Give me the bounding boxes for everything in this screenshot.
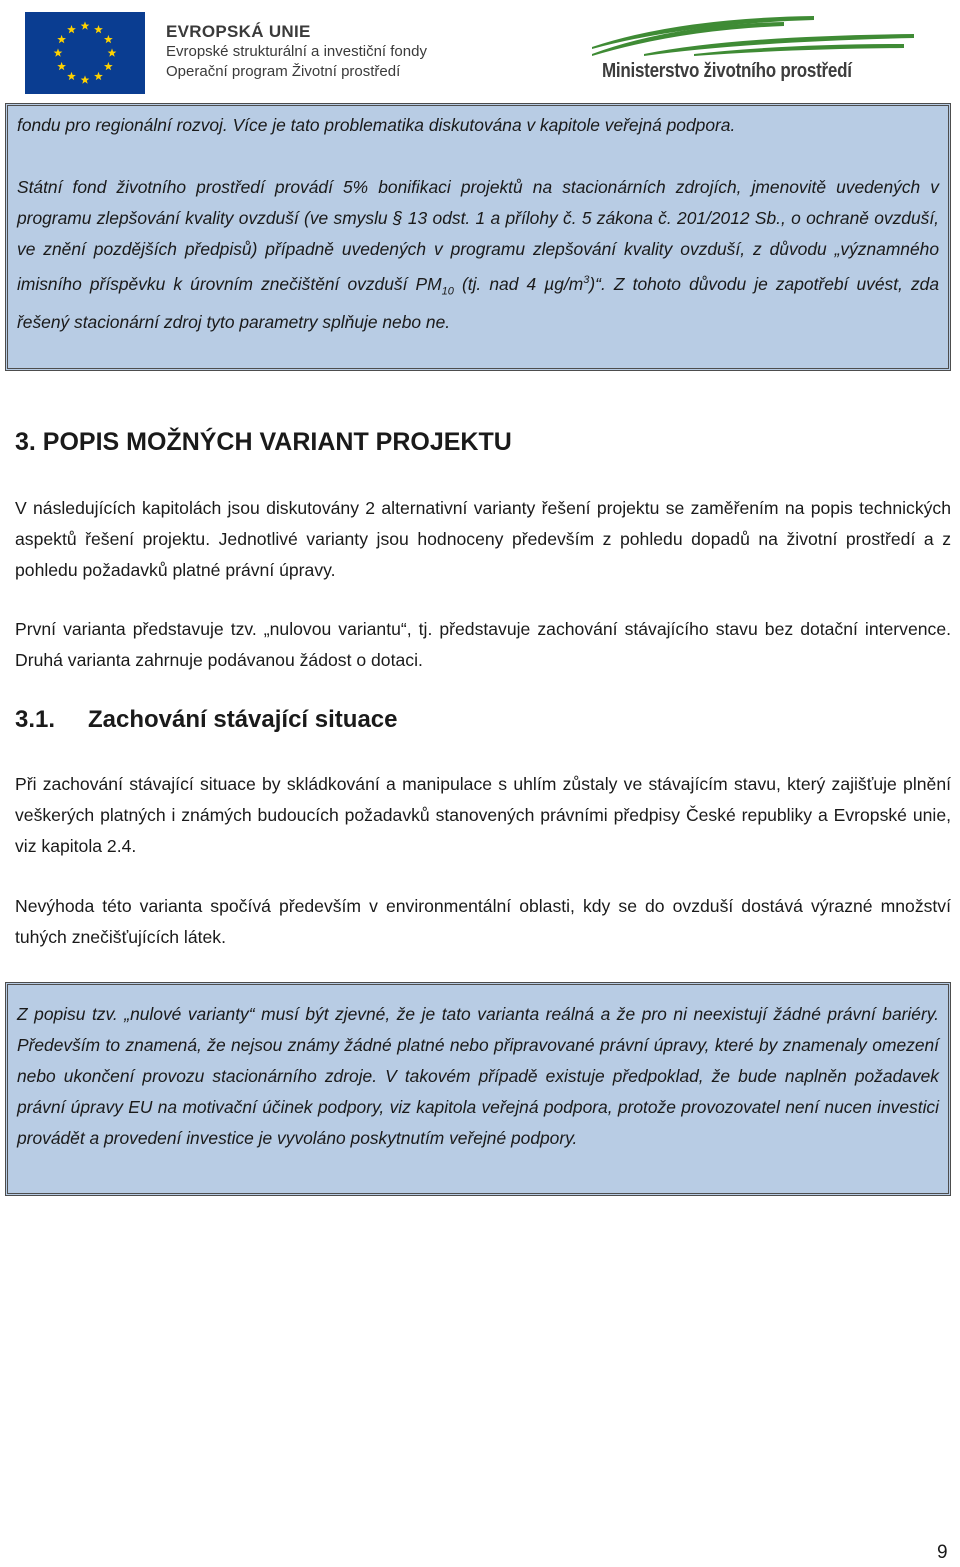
- section-3-1-heading: [15, 706, 397, 734]
- eu-logo-text: [166, 22, 427, 82]
- ministry-logo-icon: [584, 16, 914, 56]
- page-number: 9: [937, 1542, 948, 1563]
- box1-p2-text-c: )“. Z tohoto důvodu je zapotřebí uvést, zda řešený stacionární zdroj tyto parametry splňuje nebo ne.: [17, 273, 940, 333]
- eu-flag-icon: [25, 12, 145, 94]
- section-3-1-paragraph-1: Při zachování stávající situace by skládkování a manipulace s uhlím zůstaly ve stávajícím stavu, který zajišťuje plnění veškerých platných i známých budoucích požadavků stanovených právními předpisy České republiky a Evropské unie, viz kapitola 2.4.: [15, 774, 951, 856]
- box1-p2-superscript: 3: [583, 274, 590, 286]
- box1-paragraph-2: [17, 172, 939, 338]
- section-3-paragraph-1: V následujících kapitolách jsou diskutovány 2 alternativní varianty řešení projektu se zaměřením na popis technických aspektů řešení projektu. Jednotlivé varianty jsou hodnoceny především z pohledu dopadů na životní prostředí a z pohledu požadavků platné právní úpravy.: [15, 498, 951, 580]
- info-box-bonification: [5, 103, 951, 371]
- box1-p2-text-a: Státní fond životního prostředí provádí 5% bonifikaci projektů na stacionárních zdrojích, jmenovitě uvedených v programu zlepšování kvality ovzduší (ve smyslu § 13 odst. 1 a přílohy č. 5 zákona č. 201/2012 Sb., o ochraně ovzduší, ve znění pozdějších předpisů) případně uvedených v programu zlepšování kvality ovzduší, z důvodu „významného imisního příspěvku k úrovním znečištění ovzduší PM: [17, 177, 939, 294]
- section-3-heading: 3. POPIS MOŽNÝCH VARIANT PROJEKTU: [15, 428, 512, 456]
- box2-paragraph: Z popisu tzv. „nulové varianty“ musí být zjevné, že je tato varianta reálná a že pro ni neexistují žádné právní bariéry. Především to znamená, že nejsou známy žádné platné nebo připravované právní úpravy, které by znamenaly omezení nebo ukončení provozu stacionárního zdroje. V takovém případě existuje předpoklad, že bude naplněn požadavek právní úpravy EU na motivační účinek podpory, viz kapitola veřejná podpora, protože provozovatel není nucen investici provádět a provedení investice je vyvoláno poskytnutím veřejné podpory.: [17, 1004, 939, 1148]
- eu-funds-line: Evropské strukturální a investiční fondy: [166, 43, 427, 60]
- eu-title: EVROPSKÁ UNIE: [166, 22, 311, 41]
- section-3-1-paragraph-2: Nevýhoda této varianta spočívá především v environmentální oblasti, kdy se do ovzduší dostává výrazné množství tuhých znečišťujících látek.: [15, 896, 951, 947]
- box1-p2-text-b: (tj. nad 4 µg/m: [453, 273, 584, 294]
- page-header: [0, 0, 960, 100]
- box1-p2-subscript: 10: [441, 285, 454, 298]
- ministry-logo: [584, 16, 924, 82]
- info-box-null-variant: [5, 982, 951, 1196]
- eu-programme-line: Operační program Životní prostředí: [166, 63, 401, 80]
- section-3-paragraph-2: První varianta představuje tzv. „nulovou variantu“, tj. představuje zachování stávajícího stavu bez dotační intervence. Druhá varianta zahrnuje podávanou žádost o dotaci.: [15, 619, 951, 670]
- section-3-1-title: Zachování stávající situace: [88, 706, 398, 733]
- section-3-1-number: 3.1.: [15, 706, 56, 733]
- ministry-name: Ministerstvo životního prostředí: [602, 60, 852, 82]
- box1-paragraph-1: fondu pro regionální rozvoj. Více je tato problematika diskutována v kapitole veřejná podpora.: [17, 115, 736, 135]
